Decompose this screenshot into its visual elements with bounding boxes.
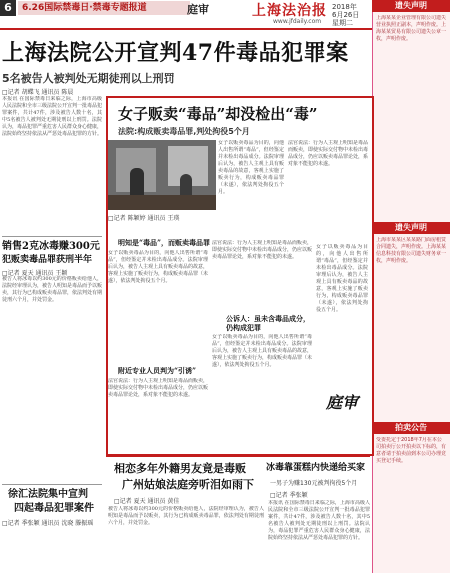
featured-subheadline: 法院:构成贩卖毒品罪,判处拘役5个月 [118,127,250,136]
story3-headline: 徐汇法院集中宣判 [8,489,88,500]
dateline [332,3,359,27]
website-link[interactable]: www.jfdaily.com [273,18,322,25]
main-body: 本报讯 在国际禁毒日来临之际，上海市高级人民法院和全市三级法院公开宣判一批毒品犯罪案件，共计47件，涉及被告人数十名，其中5名被告人被判处无期徒刑以上刑罚。法院认为，毒品犯罪严重危害人民群众身心健康，法院始终坚持依法从严惩处毒品犯罪的方针。 [2,96,102,137]
main-subheadline: 5名被告人被判处无期徒刑以上刑罚 [2,72,175,85]
divider [106,456,370,457]
classified-heading-1: 遗失声明 [372,0,450,12]
bottom2-body: 本报讯 在国际禁毒日来临之际，上海市高级人民法院和全市三级法院公开宣判一批毒品犯罪案件，共计47件，涉及被告人数十名，其中5名被告人被判处无期徒刑以上刑罚。法院认为，毒品犯罪严重危害人民群众身心健康，法院始终坚持依法从严惩处毒品犯罪的方针。 [268,500,370,541]
bottom1-headline: 相恋多年外籍男友竟是毒贩 [114,462,246,475]
featured-headline: 女子贩卖“毒品”却没检出“毒” [118,105,318,123]
story3-subheadline: 四起毒品犯罪案件 [14,503,94,514]
featured-body-col2: 女子以贩卖毒品为目的，向他人出售所谓“毒品”，但经鉴定并未检出毒品成分。法院审理后认为，被告人主观上具有贩卖毒品的故意，客观上实施了贩卖行为，构成贩卖毒品罪（未遂），依法判处拘役五个月。 [218,140,284,195]
story2-byline: □记者 夏天 通讯员 王颖 [2,270,68,277]
featured-body-col1b: 法官说法：行为人主观上明知是毒品而贩卖，即使实际交付物中未检出毒品成分，仍应以贩卖毒品罪论处，系对象不能犯的未遂。 [108,378,208,398]
featured-sidehead-4: 公诉人：虽未含毒品成分，仍构成犯罪 [226,314,310,332]
featured-body-col1: 女子以贩卖毒品为目的，向他人出售所谓“毒品”，但经鉴定并未检出毒品成分。法院审理后认为，被告人主观上具有贩卖毒品的故意，客观上实施了贩卖行为，构成贩卖毒品罪（未遂），依法判处拘役五个月。 [108,250,208,284]
main-headline: 上海法院公开宣判47件毒品犯罪案 [2,40,349,66]
classified-text-2: 上海市某某区某某路门面房租赁合同遗失，声明作废。上海某某信息科技有限公司遗失财务章一枚，声明作废。 [376,237,446,264]
featured-sidehead-3: 附近专业人员判为“引诱” [118,366,197,375]
date-year: 2018年 [332,3,357,11]
story2-subheadline: 犯贩卖毒品罪获刑半年 [2,255,93,265]
story2-headline: 销售2克冰毒赚300元 [2,241,100,252]
featured-body-col2b: 法官说法：行为人主观上明知是毒品而贩卖，即使实际交付物中未检出毒品成分，仍应以贩卖毒品罪论处，系对象不能犯的未遂。 [212,240,312,260]
featured-sidehead-1: 明知是“毒品”，而贩卖毒品罪 [118,238,211,247]
section-label: 庭审 [187,3,209,16]
date-weekday: 星期二 [332,19,353,27]
story3-byline: □记者 季张颖 通讯员 沈晓 滕振瑶 [2,520,94,527]
bottom1-byline: □记者 夏天 通讯员 黄佳 [114,498,180,505]
page-banner: 6.26国际禁毒日·禁毒专题报道 [18,1,190,15]
main-byline: □记者 胡蝶飞 通讯员 陈晨 [2,89,74,96]
page-number: 6 [0,0,16,16]
court-section-logo: 庭审 [326,393,359,412]
classified-text-1: 上海某某企业管理有限公司遗失营业执照正副本，声明作废。上海某某贸易有限公司遗失公章一枚，声明作废。 [376,15,446,42]
classified-heading-2: 遗失声明 [372,222,450,234]
classified-text-3: 受委托定于2018年7月在本公司拍卖厅公开拍卖以下标的，有意者请于拍卖前到本公司办理竞买登记手续。 [376,437,446,464]
header-rule [0,28,372,30]
courtroom-photo [108,140,216,210]
featured-body-col3: 法官说法：行为人主观上明知是毒品而贩卖，即使实际交付物中未检出毒品成分，仍应以贩卖毒品罪论处，系对象不能犯的未遂。 [288,140,368,167]
date-day: 6月26日 [332,11,360,19]
masthead: 上海法治报 [252,3,327,19]
bottom1-subheadline: 广州姑娘法庭旁听泪如雨下 [122,478,254,491]
divider [2,236,102,237]
story2-body: 被告人将冰毒以约300元的价格贩卖给他人，法院经审理认为，被告人明知是毒品而予以贩卖，其行为已构成贩卖毒品罪，依法判处有期徒刑六个月，并处罚金。 [2,276,102,303]
bottom2-subheadline: 一男子为赚130元被判拘役5个月 [270,480,358,487]
featured-body-col2c: 女子以贩卖毒品为目的，向他人出售所谓“毒品”，但经鉴定并未检出毒品成分。法院审理后认为，被告人主观上具有贩卖毒品的故意，客观上实施了贩卖行为，构成贩卖毒品罪（未遂），依法判处拘役五个月。 [212,334,312,368]
bottom2-byline: □记者 季张颖 [270,492,308,499]
divider [2,484,102,485]
featured-body-col3b: 女子以贩卖毒品为目的，向他人出售所谓“毒品”，但经鉴定并未检出毒品成分。法院审理后认为，被告人主观上具有贩卖毒品的故意，客观上实施了贩卖行为，构成贩卖毒品罪（未遂），依法判处拘役五个月。 [316,244,368,313]
featured-byline: □记者 陈颖婷 通讯员 王瑛 [108,215,180,222]
bottom2-headline: 冰毒靠蛋糕内快递给买家 [266,463,366,473]
bottom1-body: 被告人将冰毒以约300元的价格贩卖给他人，法院经审理认为，被告人明知是毒品而予以贩卖，其行为已构成贩卖毒品罪，依法判处有期徒刑六个月，并处罚金。 [108,506,264,526]
classified-heading-3: 拍卖公告 [372,422,450,434]
